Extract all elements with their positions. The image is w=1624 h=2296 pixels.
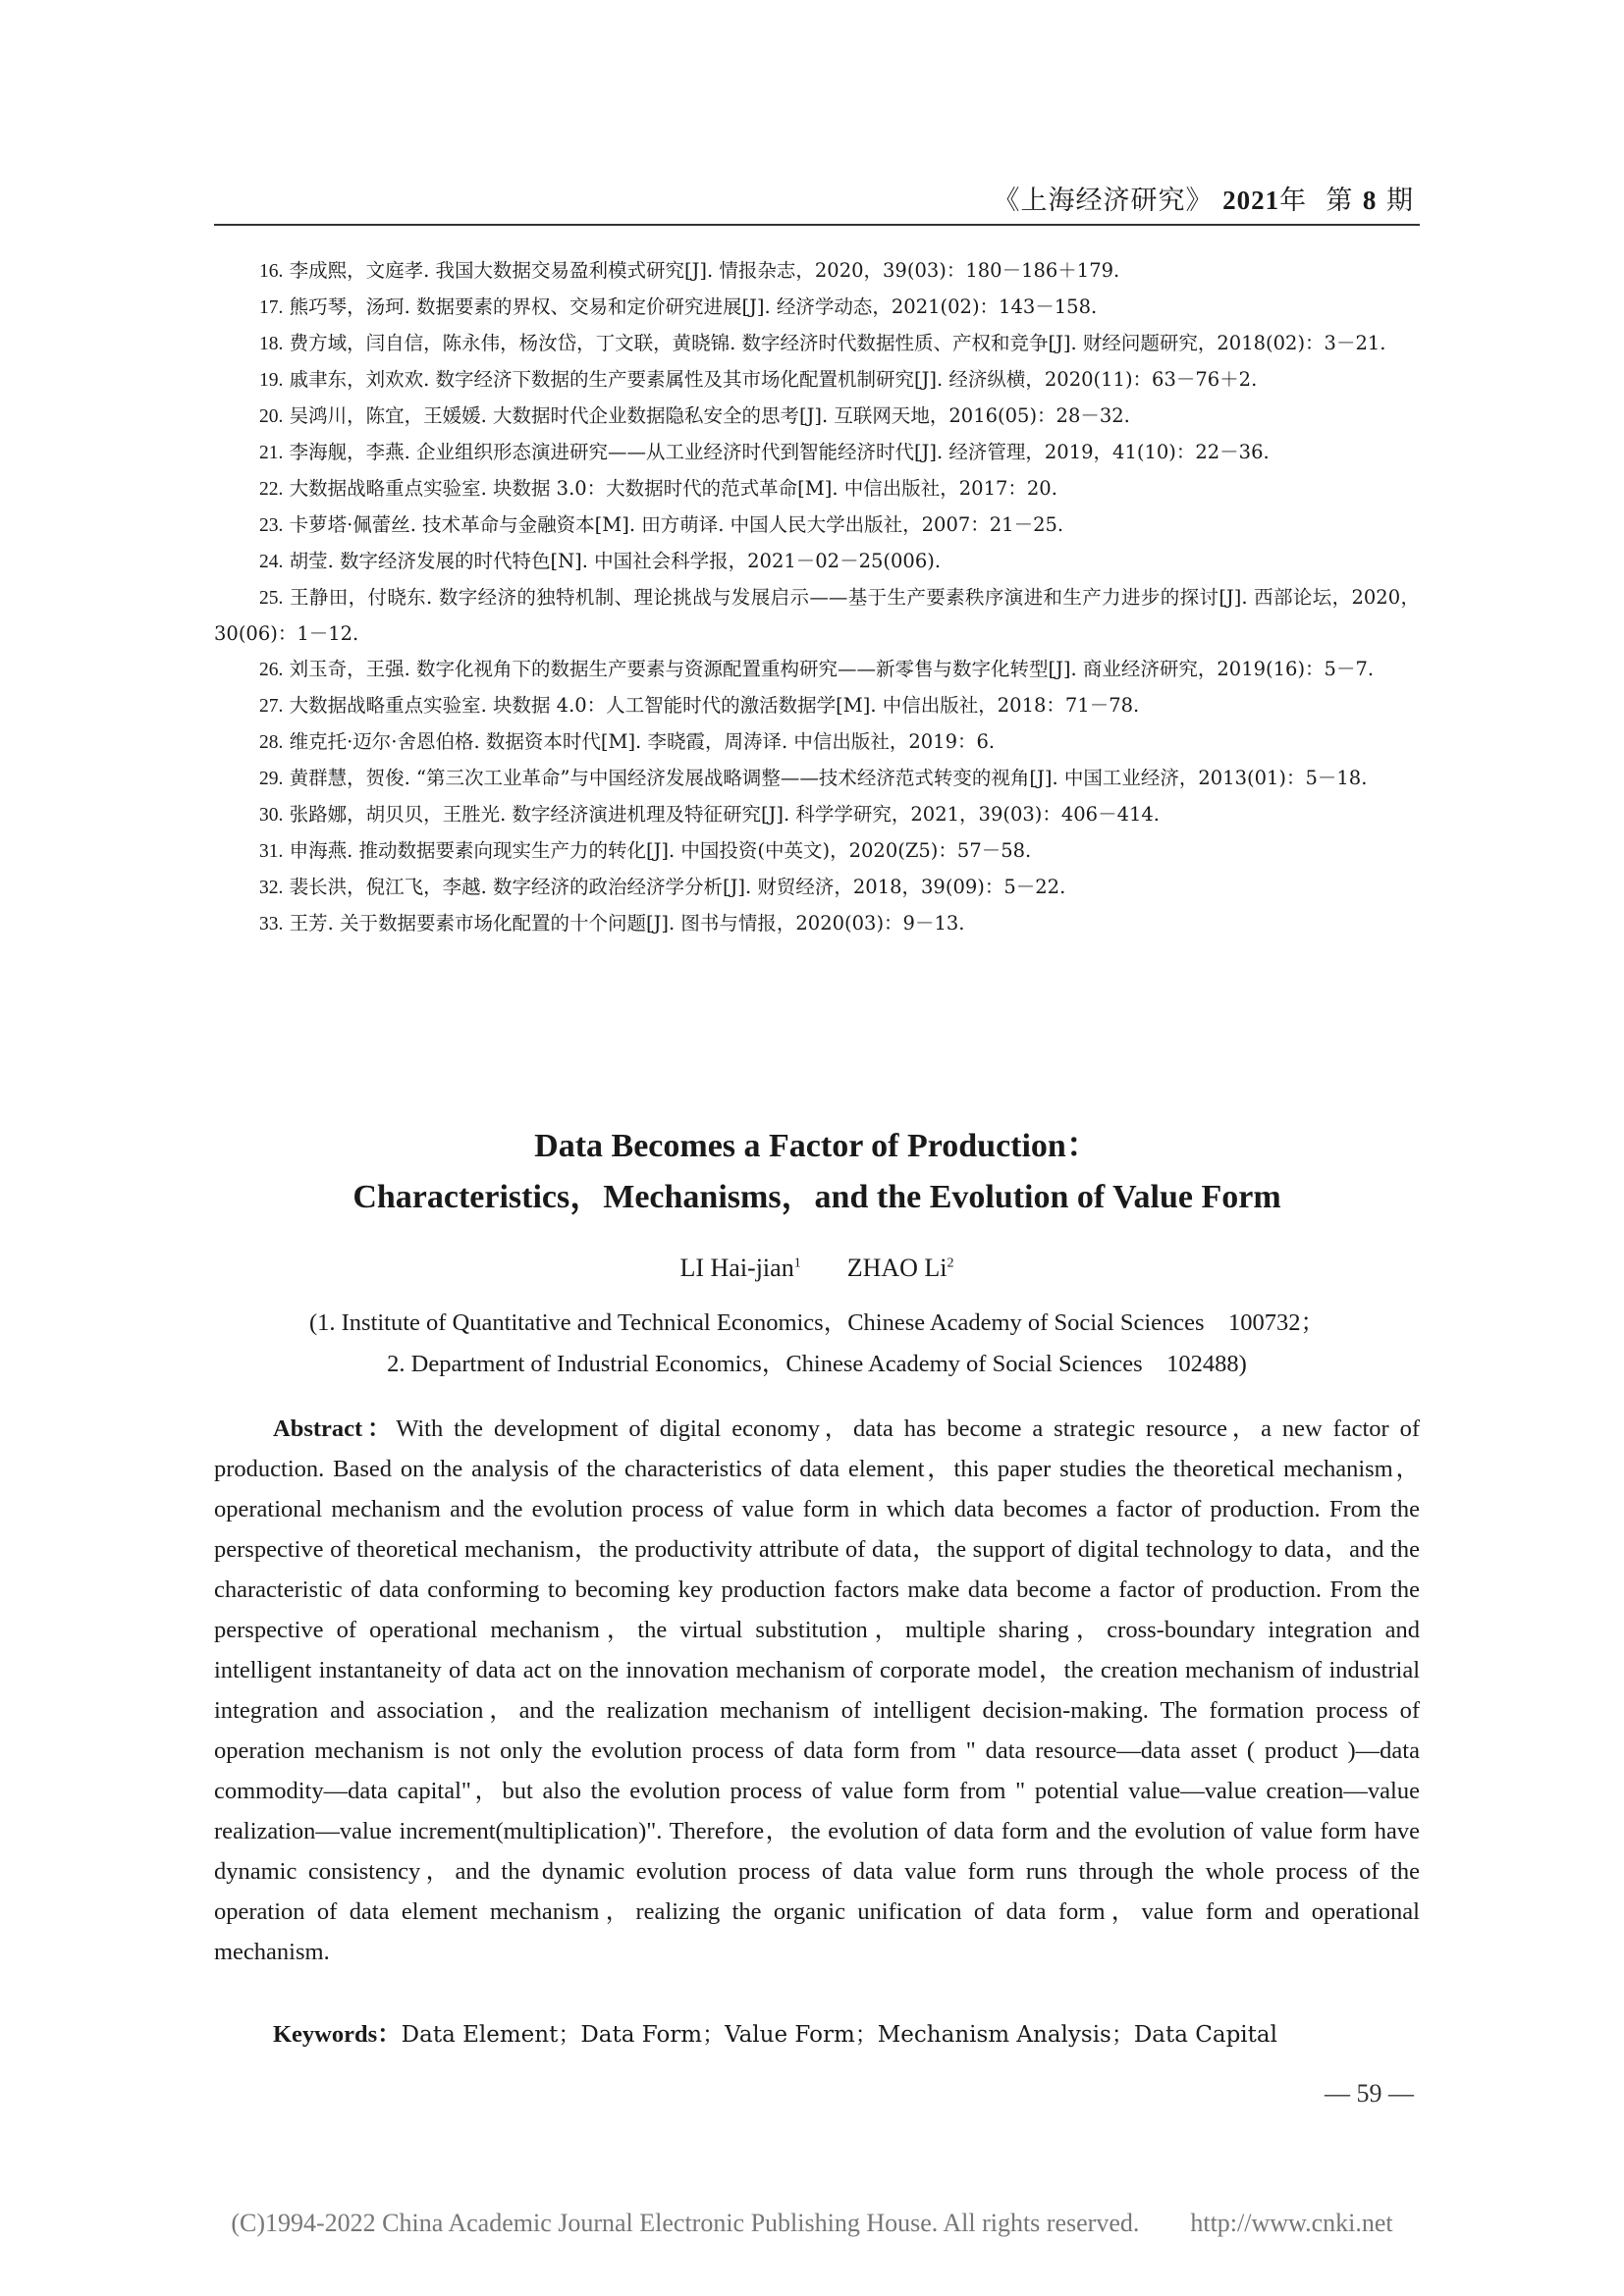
reference-text: 李成熙，文庭孝. 我国大数据交易盈利模式研究[J]. 情报杂志，2020，39(03)：180－186＋179. (289, 259, 1120, 282)
keywords-text: Data Element；Data Form；Value Form；Mechanism Analysis；Data Capital (401, 2022, 1277, 2048)
reference-number: 28. (259, 732, 284, 753)
journal-year: 2021 (1222, 186, 1280, 215)
reference-text: 戚聿东，刘欢欢. 数字经济下数据的生产要素属性及其市场化配置机制研究[J]. 经济纵横，2020(11)：63－76＋2. (289, 368, 1258, 391)
reference-text: 胡莹. 数字经济发展的时代特色[N]. 中国社会科学报，2021－02－25(006). (289, 550, 942, 572)
reference-number: 17. (259, 297, 284, 318)
reference-text: 黄群慧，贺俊. “第三次工业革命”与中国经济发展战略调整——技术经济范式转变的视角[J]. 中国工业经济，2013(01)：5－18. (289, 767, 1368, 789)
author-1-sup: 1 (793, 1255, 801, 1271)
reference-item (214, 688, 1420, 724)
reference-item (214, 761, 1420, 797)
reference-number: 20. (259, 406, 284, 427)
reference-item (214, 544, 1420, 580)
reference-number: 23. (259, 515, 284, 536)
reference-text: 维克托·迈尔·舍恩伯格. 数据资本时代[M]. 李晓霞，周涛译. 中信出版社，2019：6. (289, 730, 996, 753)
title-line-2: Characteristics，Mechanisms，and the Evolution of Value Form (352, 1179, 1281, 1215)
reference-number: 19. (259, 370, 284, 391)
reference-item (214, 724, 1420, 761)
reference-item (214, 290, 1420, 326)
reference-item (214, 833, 1420, 870)
reference-item (214, 253, 1420, 290)
reference-text: 卡萝塔·佩蕾丝. 技术革命与金融资本[M]. 田方萌译. 中国人民大学出版社，2007：21－25. (289, 513, 1064, 536)
reference-number: 24. (259, 552, 284, 572)
reference-item (214, 399, 1420, 435)
copyright-footer: (C)1994-2022 China Academic Journal Electronic Publishing House. All rights reserved. http://www.cnki.net (231, 2209, 1393, 2237)
reference-list (214, 253, 1420, 942)
author-2-sup: 2 (947, 1255, 954, 1271)
reference-item (214, 580, 1420, 652)
reference-item (214, 471, 1420, 507)
reference-number: 29. (259, 769, 284, 789)
journal-name: 《上海经济研究》 (993, 186, 1214, 216)
reference-number: 32. (259, 878, 284, 898)
reference-item (214, 652, 1420, 688)
reference-text: 张路娜，胡贝贝，王胜光. 数字经济演进机理及特征研究[J]. 科学学研究，2021，39(03)：406－414. (289, 803, 1161, 826)
reference-item (214, 507, 1420, 544)
reference-text: 申海燕. 推动数据要素向现实生产力的转化[J]. 中国投资(中英文)，2020(Z5)：57－58. (289, 839, 1032, 862)
reference-number: 21. (259, 443, 284, 463)
english-title (214, 1121, 1420, 1223)
reference-text: 王芳. 关于数据要素市场化配置的十个问题[J]. 图书与情报，2020(03)：9－13. (289, 912, 965, 934)
reference-item (214, 435, 1420, 471)
reference-text: 王静田，付晓东. 数字经济的独特机制、理论挑战与发展启示——基于生产要素秩序演进和生产力进步的探讨[J]. 西部论坛，2020，30(06)：1－12. (214, 586, 1420, 645)
keywords-label: Keywords： (273, 2021, 402, 2048)
author-1: LI Hai-jian (679, 1254, 794, 1282)
reference-number: 33. (259, 914, 284, 934)
reference-text: 裴长洪，倪江飞，李越. 数字经济的政治经济学分析[J]. 财贸经济，2018，39(09)：5－22. (289, 876, 1066, 898)
reference-item (214, 326, 1420, 362)
journal-header (214, 175, 1420, 226)
issue-suffix: 期 (1386, 186, 1414, 216)
reference-item (214, 797, 1420, 833)
reference-number: 25. (259, 588, 284, 609)
reference-number: 26. (259, 660, 284, 680)
reference-number: 31. (259, 841, 284, 862)
page-number: — 59 — (1325, 2079, 1414, 2108)
affiliations (214, 1303, 1420, 1385)
affiliation-2: 2. Department of Industrial Economics，Chinese Academy of Social Sciences 102488) (387, 1351, 1247, 1377)
author-2: ZHAO Li (846, 1254, 947, 1282)
reference-text: 熊巧琴，汤珂. 数据要素的界权、交易和定价研究进展[J]. 经济学动态，2021(02)：143－158. (289, 295, 1098, 318)
journal-header-text (994, 179, 1414, 217)
reference-item (214, 906, 1420, 942)
keywords (273, 2015, 1420, 2050)
reference-text: 李海舰，李燕. 企业组织形态演进研究——从工业经济时代到智能经济时代[J]. 经济管理，2019，41(10)：22－36. (289, 441, 1270, 463)
reference-number: 30. (259, 805, 284, 826)
reference-text: 大数据战略重点实验室. 块数据 3.0：大数据时代的范式革命[M]. 中信出版社，2017：20. (289, 477, 1057, 500)
reference-number: 27. (259, 696, 284, 717)
reference-number: 18. (259, 334, 284, 354)
affiliation-1: (1. Institute of Quantitative and Technical Economics，Chinese Academy of Social Sciences 100732； (308, 1309, 1326, 1336)
abstract-text: With the development of digital economy，data has become a strategic resource，a new factor of production. Based on the analysis of the characteristics of data element，this paper studies the theoretical mechanism，operational mechanism and the evolution process of value form in which data becomes a factor of production. From the perspective of theoretical mechanism，the productivity attribute of data，the support of digital technology to data，and the characteristic of data conforming to becoming key production factors make data become a factor of production. From the perspective of operational mechanism，the virtual substitution，multiple sharing，cross-boundary integration and intelligent instantaneity of data act on the innovation mechanism of corporate model，the creation mechanism of industrial integration and association，and the realization mechanism of intelligent decision-making. The formation process of operation mechanism is not only the evolution process of data form from " data resource—data asset ( product )—data commodity—data capital"，but also the evolution process of value form from " potential value—value creation—value realization—value increment(multiplication)". Therefore，the evolution of data form and the evolution of value form have dynamic consistency，and the dynamic evolution process of data value form runs through the whole process of the operation of data element mechanism，realizing the organic unification of data form，value form and operational mechanism. (214, 1415, 1420, 1965)
reference-text: 刘玉奇，王强. 数字化视角下的数据生产要素与资源配置重构研究——新零售与数字化转型[J]. 商业经济研究，2019(16)：5－7. (289, 658, 1375, 680)
authors (214, 1254, 1420, 1283)
reference-text: 吴鸿川，陈宜，王媛媛. 大数据时代企业数据隐私安全的思考[J]. 互联网天地，2016(05)：28－32. (289, 404, 1130, 427)
reference-number: 16. (259, 261, 284, 282)
reference-text: 大数据战略重点实验室. 块数据 4.0：人工智能时代的激活数据学[M]. 中信出版社，2018：71－78. (289, 694, 1140, 717)
reference-item (214, 362, 1420, 399)
abstract-label: Abstract： (273, 1415, 397, 1442)
journal-year-suffix: 年 (1279, 186, 1308, 216)
reference-text: 费方域，闫自信，陈永伟，杨汝岱，丁文联，黄晓锦. 数字经济时代数据性质、产权和竞争[J]. 财经问题研究，2018(02)：3－21. (289, 332, 1386, 354)
reference-item (214, 870, 1420, 906)
issue-number: 8 (1362, 186, 1378, 215)
reference-number: 22. (259, 479, 284, 500)
abstract (214, 1409, 1420, 1972)
title-line-1: Data Becomes a Factor of Production： (534, 1128, 1100, 1164)
issue-prefix: 第 (1326, 186, 1354, 216)
